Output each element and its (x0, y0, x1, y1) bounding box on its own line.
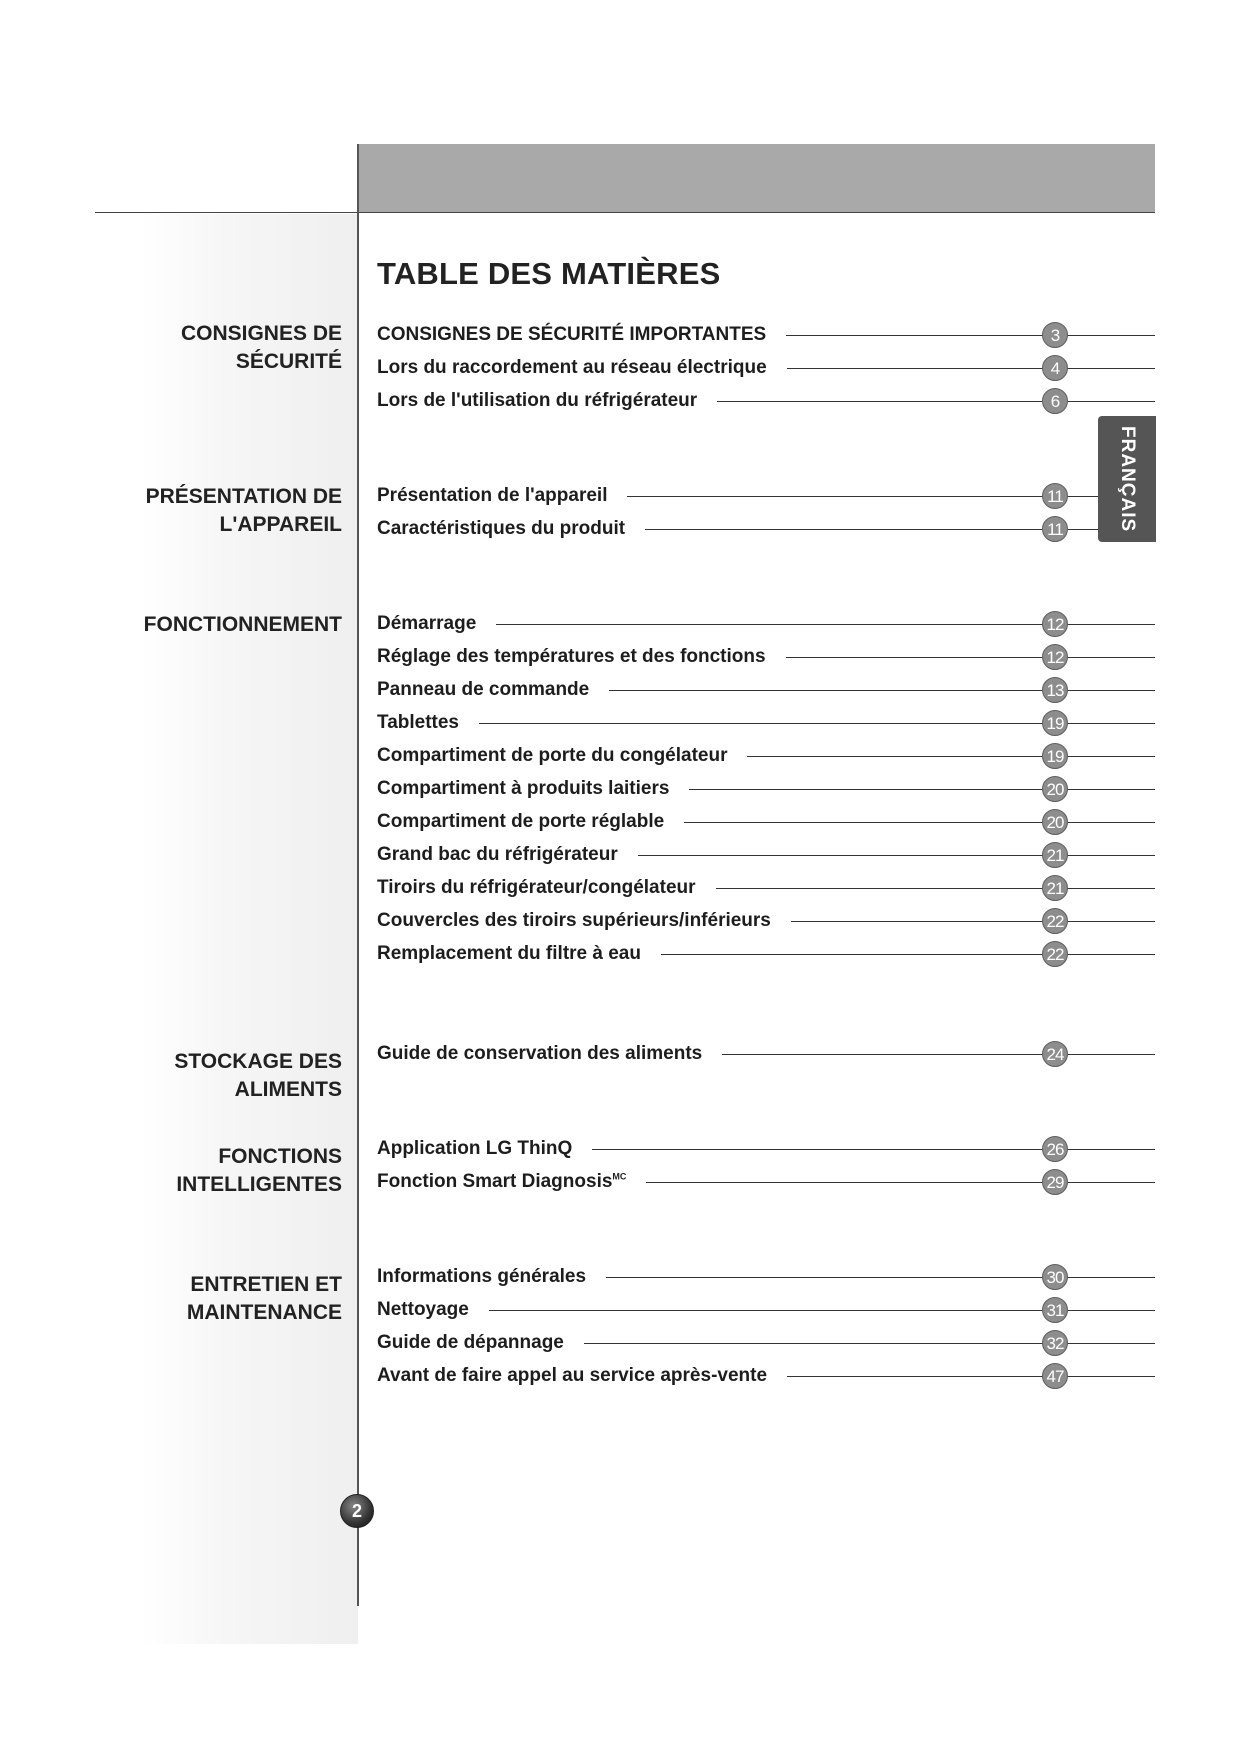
toc-entry[interactable]: Fonction Smart Diagnosis$^{MC}$ 29 (377, 1167, 1155, 1197)
toc-entry[interactable]: Caractéristiques du produit 11 (377, 514, 1155, 544)
toc-entry[interactable]: Présentation de l'appareil 11 (377, 481, 1155, 511)
toc-entry[interactable]: Guide de conservation des aliments 24 (377, 1039, 1155, 1069)
page-badge: 3 (1042, 322, 1068, 348)
page-badge: 21 (1042, 842, 1068, 868)
page-badge: 22 (1042, 941, 1068, 967)
page-badge: 11 (1042, 516, 1068, 542)
page-badge: 12 (1042, 644, 1068, 670)
toc-entry[interactable]: Démarrage 12 (377, 609, 1155, 639)
page-badge: 20 (1042, 809, 1068, 835)
toc-entry[interactable]: Compartiment de porte réglable 20 (377, 807, 1155, 837)
page-badge: 29 (1042, 1169, 1068, 1195)
page-badge: 19 (1042, 710, 1068, 736)
toc-entry[interactable]: Grand bac du réfrigérateur 21 (377, 840, 1155, 870)
page-badge: 19 (1042, 743, 1068, 769)
language-tab[interactable]: FRANÇAIS (1098, 416, 1156, 542)
page-badge: 6 (1042, 388, 1068, 414)
toc-entry[interactable]: Lors du raccordement au réseau électrique 4 (377, 353, 1155, 383)
page-badge: 26 (1042, 1136, 1068, 1162)
page-badge: 21 (1042, 875, 1068, 901)
toc-entry[interactable]: Avant de faire appel au service après-vente 47 (377, 1361, 1155, 1391)
section-label-operation: FONCTIONNEMENT (143, 613, 342, 636)
toc-entry[interactable]: Compartiment à produits laitiers 20 (377, 774, 1155, 804)
toc-entry[interactable]: CONSIGNES DE SÉCURITÉ IMPORTANTES 3 (377, 320, 1155, 350)
section-label-food-storage: STOCKAGE DES ALIMENTS (174, 1050, 342, 1101)
section-label-presentation: PRÉSENTATION DE L'APPAREIL (145, 485, 342, 536)
page-badge: 13 (1042, 677, 1068, 703)
section-label-safety: CONSIGNES DE SÉCURITÉ (180, 322, 342, 373)
toc-entry[interactable]: Application LG ThinQ 26 (377, 1134, 1155, 1164)
toc-entry[interactable]: Tablettes 19 (377, 708, 1155, 738)
toc-entry[interactable]: Guide de dépannage 32 (377, 1328, 1155, 1358)
toc-entry[interactable]: Remplacement du filtre à eau 22 (377, 939, 1155, 969)
section-label-smart-functions: FONCTIONS INTELLIGENTES (176, 1145, 342, 1196)
page-number: 2 (340, 1494, 374, 1528)
toc-entry[interactable]: Compartiment de porte du congélateur 19 (377, 741, 1155, 771)
page-badge: 4 (1042, 355, 1068, 381)
page-badge: 32 (1042, 1330, 1068, 1356)
toc-entry[interactable]: Réglage des températures et des fonctions 12 (377, 642, 1155, 672)
page-badge: 24 (1042, 1041, 1068, 1067)
toc-entry[interactable]: Panneau de commande 13 (377, 675, 1155, 705)
page-badge: 47 (1042, 1363, 1068, 1389)
page-badge: 11 (1042, 483, 1068, 509)
page-badge: 20 (1042, 776, 1068, 802)
section-label-maintenance: ENTRETIEN ET MAINTENANCE (186, 1273, 342, 1324)
toc-entry[interactable]: Lors de l'utilisation du réfrigérateur 6 (377, 386, 1155, 416)
page-title: TABLE DES MATIÈRES (377, 256, 721, 291)
page-badge: 12 (1042, 611, 1068, 637)
page-badge: 31 (1042, 1297, 1068, 1323)
page-badge: 22 (1042, 908, 1068, 934)
page-badge: 30 (1042, 1264, 1068, 1290)
toc-entry[interactable]: Informations générales 30 (377, 1262, 1155, 1292)
toc-entry[interactable]: Nettoyage 31 (377, 1295, 1155, 1325)
toc-entry[interactable]: Tiroirs du réfrigérateur/congélateur 21 (377, 873, 1155, 903)
toc-entry[interactable]: Couvercles des tiroirs supérieurs/inférieurs 22 (377, 906, 1155, 936)
